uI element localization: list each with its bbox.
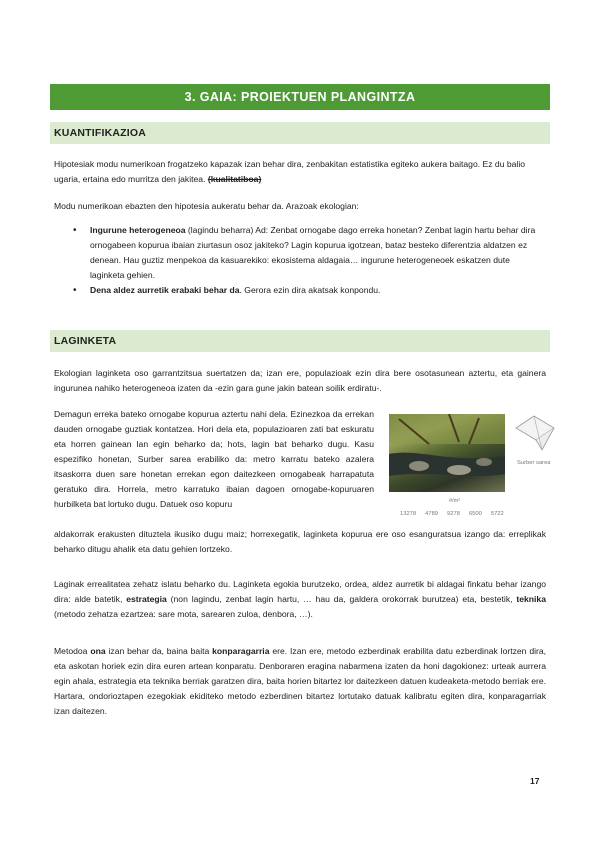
text-run: izan behar da, baina baita xyxy=(108,646,210,656)
section-heading-kuantifikazioa xyxy=(50,122,550,144)
text-run: (non lagindu, zenbat lagin hartu, … hau da, galdera orokorrak burutzea) eta, bestetik, xyxy=(170,594,513,604)
section-heading-laginketa xyxy=(50,330,550,352)
bold-term: konparagarria xyxy=(212,646,270,656)
bullet-text: (lagindu beharra) Ad: Zenbat ornogabe dago erreka honetan? Zenbat lagin hartu behar dira ornogabeen kopurua ibaian ziurtasun osoz jakiteko? Lagin kopurua igotzean, bataz besteko diferentzia aldatzen ez denean. Hau guztiz menpekoa da kasuarekiko: ekosistema aldagaia… ingurune heterogeneoek eskatzen dute laginketa gehien. xyxy=(90,225,536,280)
density-value: 5722 xyxy=(490,511,504,517)
laginketa-paragraph-3 xyxy=(54,577,546,622)
density-value: 4789 xyxy=(425,511,439,517)
laginketa-paragraph-2: Demagun erreka bateko ornogabe kopurua aztertu nahi dela. Ezinezkoa da errekan dauden ornogabe guztiak kontatzea. Hori dela eta, populazioaren zati bat eskuratu eta horren gainean lan egin beharko da; hots, lagin bat beharko dugu. Kasu espezifiko honetan, Surber sarea erabiliko da: metro karratu bateko azalera itsaskorra duen sare honetan errekan egon daitezkeen ornogabeak harrapatuta geratuko dira. Horrela, metro karratuko ibaian dagoen ornogabe-kopuruaren hurbilketa bat lortuko dugu. Datuek oso kopuru xyxy=(54,409,374,509)
list-item xyxy=(54,223,546,283)
paragraph-text: Hipotesiak modu numerikoan frogatzeko kapazak izan behar dira, zenbakitan estatistika egiteko aukera baitago. Ez du balio ugaria, ertaina edo murritza den jakitea. xyxy=(54,159,526,184)
laginketa-paragraph-4 xyxy=(54,644,546,719)
density-value: 9278 xyxy=(447,511,460,517)
chapter-title-banner xyxy=(50,84,550,110)
chapter-title: 3. GAIA: PROIEKTUEN PLANGINTZA xyxy=(184,90,416,104)
page-number: 17 xyxy=(530,776,540,786)
laginketa-paragraph-2-continued: aldakorrak erakusten dituztela ikusiko dugu maiz; horrexegatik, laginketa kopurua ere oso esanguratsua izango da: erreplikak beharko ditugu ahalik eta datu gehien lortzeko. xyxy=(54,529,546,554)
bold-term: teknika xyxy=(516,594,546,604)
bullet-bold: Dena aldez aurretik erabaki behar da xyxy=(90,285,240,295)
density-value: 6500 xyxy=(468,511,482,517)
bold-term: ona xyxy=(90,646,106,656)
river-illustration xyxy=(389,414,505,492)
density-value: 13278 xyxy=(400,511,417,517)
surber-net-diagram xyxy=(512,412,558,452)
list-item xyxy=(54,283,546,298)
struck-term: (kualitatiboa) xyxy=(207,174,262,184)
bold-term: estrategia xyxy=(126,594,167,604)
bullet-list xyxy=(54,223,546,298)
bullet-text: . Gerora ezin dira akatsak konpondu. xyxy=(239,285,381,295)
kuantifikazioa-paragraph-1 xyxy=(54,157,546,187)
density-values-row xyxy=(400,511,504,517)
section-title: KUANTIFIKAZIOA xyxy=(54,127,147,139)
kuantifikazioa-paragraph-2: Modu numerikoan ebazten den hipotesia aukeratu behar da. Arazoak ekologian: xyxy=(54,201,359,211)
river-stream-photo xyxy=(389,414,505,492)
density-unit: #/m² xyxy=(449,498,460,504)
laginketa-paragraph-1: Ekologian laginketa oso garrantzitsua suertatzen da; izan ere, populazioak ezin dira bere osotasunean aztertu, eta gainera ingurunea nahiko heterogeneoa izaten da -ezin gara gune jakin batean soilik erdiratu-. xyxy=(54,368,546,393)
surber-caption: Surber sarea xyxy=(517,460,551,466)
text-run: (metodo zehatza ezartzea: sare mota, sarearen zuloa, denbora, …). xyxy=(54,609,313,619)
text-run: ere. Izan ere, metodo ezberdinak erabilita datu ezberdinak lortzen dira, eta askotan horiek ezin dira euren artean konparatu. Denboraren eragina nabarmena izaten da honi dagokionez: urteak aurrera egin ahala, estrategia eta teknika berriak garatzen dira, baita horien bitartez lor daitezkeen datuen kudeaketa-metodo berriak ere. Hartara, ondorioztapen ezegokiak ekiditeko metodo ezberdinen bitartez lortutako datuak kalibratu egiten dira, konparagarriak izan daitezen. xyxy=(54,646,547,716)
bullet-bold: Ingurune heterogeneoa xyxy=(90,225,186,235)
text-run: Laginak errealitatea zehatz islatu beharko du. Laginketa egokia burutzeko, ordea, aldez aurretik bi aldagai finkatu behar izango dira: alde batetik, xyxy=(54,579,546,604)
bullet-icon: • xyxy=(73,225,77,236)
text-run: Metodoa xyxy=(54,646,88,656)
bullet-icon: • xyxy=(73,285,77,296)
section-title: LAGINKETA xyxy=(54,335,117,347)
